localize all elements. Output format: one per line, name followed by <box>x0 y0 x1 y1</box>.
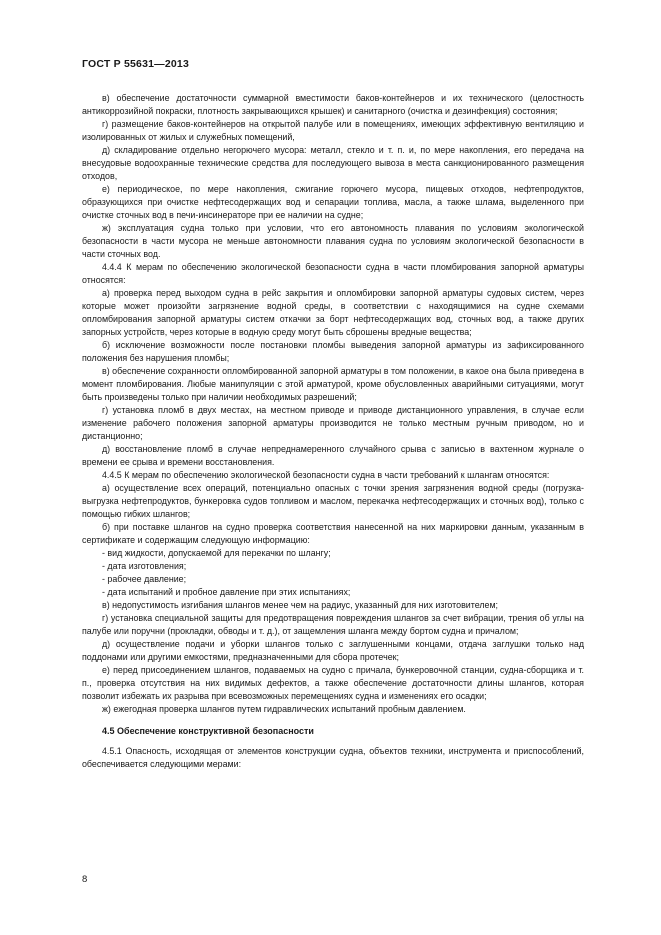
list-item: - вид жидкости, допускаемой для перекачки по шлангу; <box>102 548 331 558</box>
list-item: - дата изготовления; <box>102 561 187 571</box>
paragraph: ж) эксплуатация судна только при условии, что его автономность плавания по условиям экологической безопасности в части мусора не меньше автономности плавания судна по условиям экологической безопасности в части сточных вод. <box>82 223 584 259</box>
paragraph: в) обеспечение достаточности суммарной вместимости баков-контейнеров и их технического (целостность антикоррозийной покраски, плотность закрывающихся крышек) и санитарного (очистка и дезинфекция) состояния; <box>82 93 584 116</box>
paragraph: б) при поставке шлангов на судно проверка соответствия нанесенной на них маркировки данным, указанным в сертификате и содержащим следующую информацию: <box>82 522 584 545</box>
clause-4-5-1: 4.5.1 Опасность, исходящая от элементов конструкции судна, объектов техники, инструмента и приспособлений, обеспечивается следующими мерами: <box>82 746 584 769</box>
paragraph: г) установка пломб в двух местах, на местном приводе и приводе дистанционного управления, в случае если изменение рабочего положения запорной арматуры производится не только местным ручным приводом, но и дистанционно; <box>82 405 584 441</box>
paragraph: а) проверка перед выходом судна в рейс закрытия и опломбировки запорной арматуры судовых систем, через которые может произойти загрязнение водной среды, в соответствии с находящимися на судне схемами опломбирования запорной арматуры систем откачки за борт нефтесодержащих вод, сточных вод, а также других запорных устройств, через которые в водную среду могут быть сброшены вредные вещества; <box>82 288 584 337</box>
paragraph: е) перед присоединением шлангов, подаваемых на судно с причала, бункеровочной станции, судна-сборщика и т. п., проверка отсутствия на них видимых дефектов, а также обеспечение достаточности длины шлангов, которая позволит избежать их разрыва при всевозможных перемещениях судна и изменениях его осадки; <box>82 665 584 701</box>
paragraph: д) складирование отдельно негорючего мусора: металл, стекло и т. п. и, по мере накопления, его передача на внесудовые водоохранные технические средства для последующего вывоза в места санкционированного размещения отходов, <box>82 145 584 181</box>
page-number: 8 <box>82 874 88 885</box>
paragraph: а) осуществление всех операций, потенциально опасных с точки зрения загрязнения водной среды (погрузка-выгрузка нефтепродуктов, бункеровка судов топливом и маслом, перекачка нефтесодержащих и сточных вод), только с помощью гибких шлангов; <box>82 483 584 519</box>
paragraph: д) осуществление подачи и уборки шлангов только с заглушенными концами, отдача заглушки только над поддонами или другими емкостями, предназначенными для сбора протечек; <box>82 639 584 662</box>
paragraph: ж) ежегодная проверка шлангов путем гидравлических испытаний пробным давлением. <box>102 704 466 714</box>
document-header: ГОСТ Р 55631—2013 <box>82 58 190 70</box>
list-item: - дата испытаний и пробное давление при этих испытаниях; <box>102 587 351 597</box>
list-item: - рабочее давление; <box>102 574 187 584</box>
document-body <box>82 92 584 771</box>
paragraph: б) исключение возможности после постановки пломбы выведения запорной арматуры из зафиксированного положения без нарушения пломбы; <box>82 340 584 363</box>
clause-4-4-4: 4.4.4 К мерам по обеспечению экологической безопасности судна в части пломбирования запорной арматуры относятся: <box>82 262 584 285</box>
paragraph: д) восстановление пломб в случае непреднамеренного случайного срыва с записью в вахтенном журнале о времени ее срыва и времени восстановления. <box>82 444 584 467</box>
clause-4-4-5: 4.4.5 К мерам по обеспечению экологической безопасности судна в части требований к шлангам относятся: <box>102 470 550 480</box>
paragraph: в) недопустимость изгибания шлангов менее чем на радиус, указанный для них изготовителем; <box>102 600 499 610</box>
paragraph: г) размещение баков-контейнеров на открытой палубе или в помещениях, имеющих эффективную вентиляцию и изолированных от жилых и служебных помещений, <box>82 119 584 142</box>
paragraph: е) периодическое, по мере накопления, сжигание горючего мусора, пищевых отходов, нефтепродуктов, образующихся при очистке нефтесодержащих вод и сепарации топлива, масла, а также шлама, выделенного при очистке сточных вод в печи-инсинераторе при ее наличии на судне; <box>82 184 584 220</box>
paragraph: г) установка специальной защиты для предотвращения повреждения шлангов за счет вибрации, трения об углы на палубе или поручни (прокладки, обводы и т. д.), от защемления шланга между бортом судна и причалом; <box>82 613 584 636</box>
paragraph: в) обеспечение сохранности опломбированной запорной арматуры в том положении, в какое она была приведена в момент пломбирования. Любые манипуляции с этой арматурой, кроме обусловленных аварийными ситуациями, могут быть произведены только при наличии необходимых разрешений; <box>82 366 584 402</box>
section-heading: 4.5 Обеспечение конструктивной безопасности <box>102 726 314 736</box>
